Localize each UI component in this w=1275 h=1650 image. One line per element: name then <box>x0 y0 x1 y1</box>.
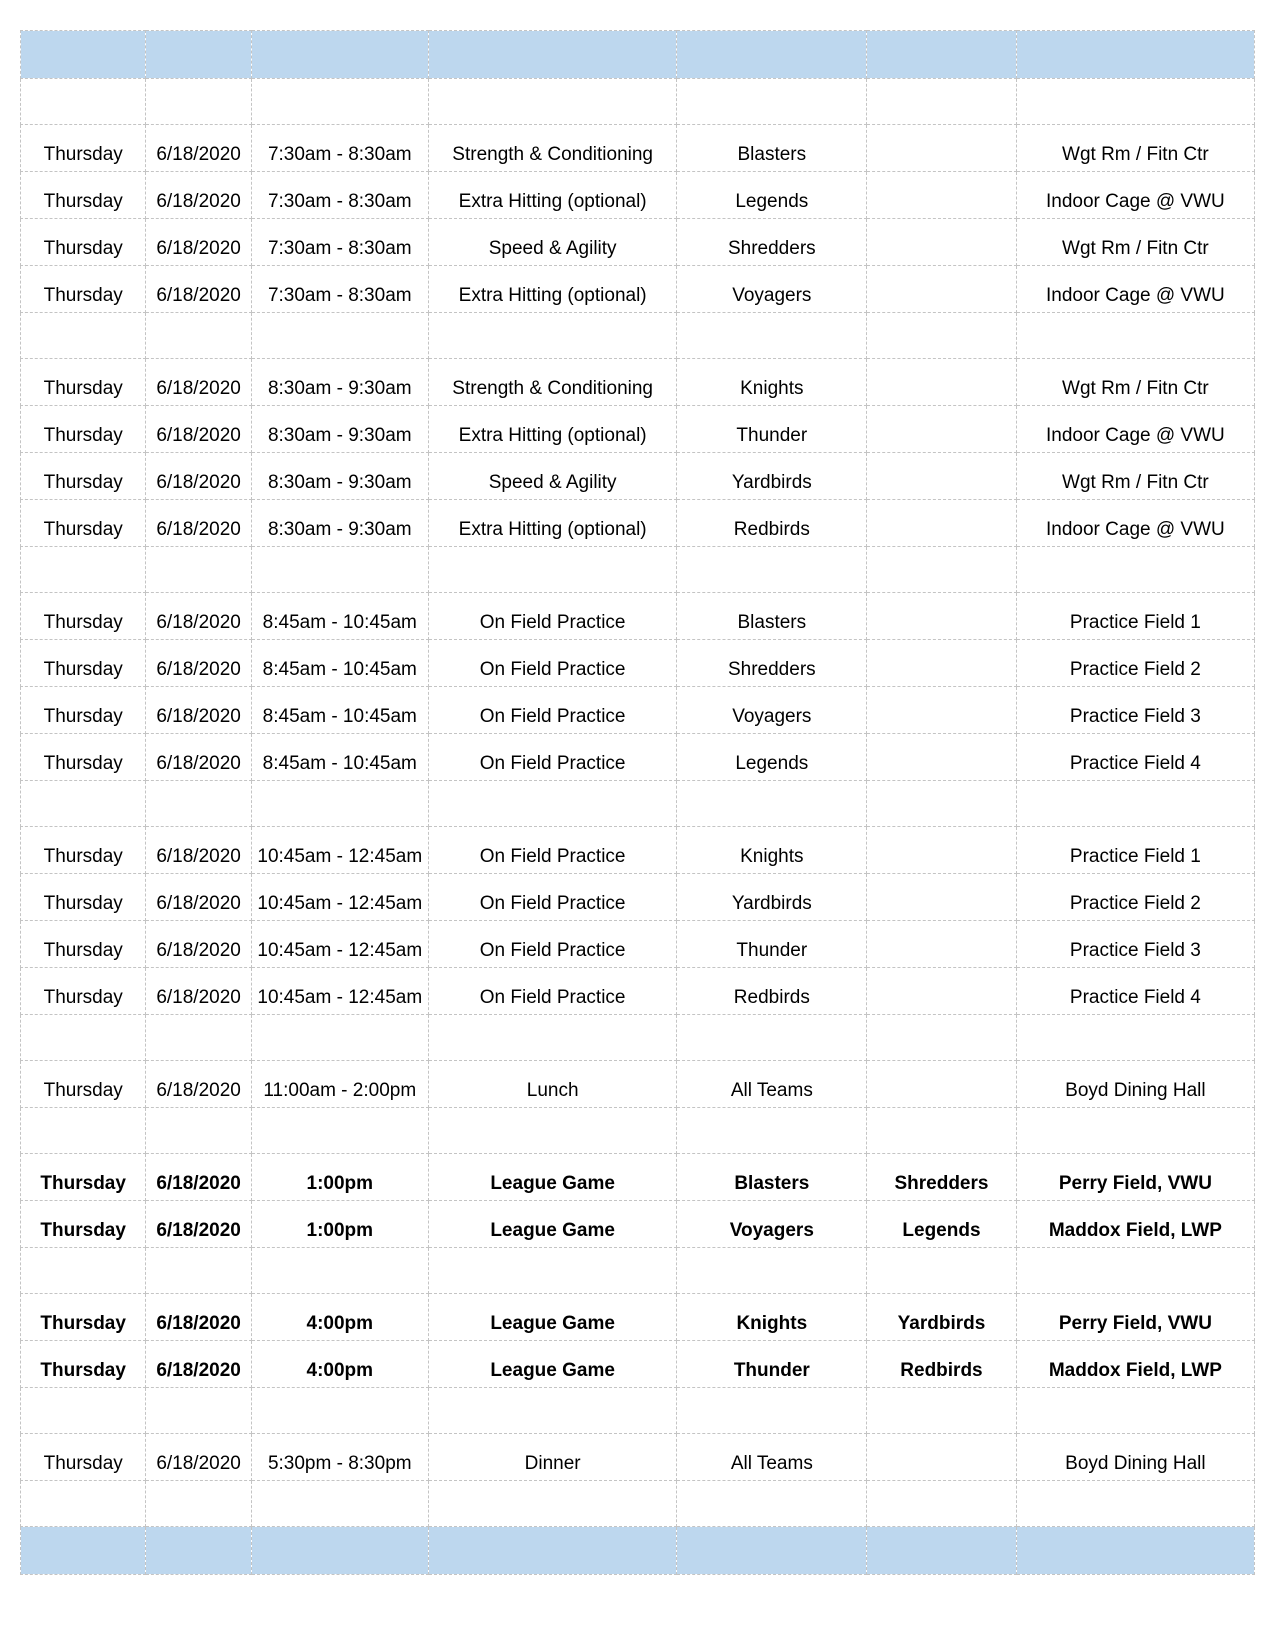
blank-cell <box>146 1015 251 1061</box>
blank-cell <box>146 1248 251 1294</box>
blank-cell <box>251 781 428 827</box>
blank-cell <box>867 1015 1017 1061</box>
schedule-row <box>21 500 1255 547</box>
cell-location: Maddox Field, LWP <box>1016 1201 1254 1248</box>
cell-date: 6/18/2020 <box>146 1061 251 1108</box>
blank-cell <box>677 547 867 593</box>
header-band-row <box>21 1527 1255 1575</box>
cell-location: Wgt Rm / Fitn Ctr <box>1016 359 1254 406</box>
cell-activity: League Game <box>428 1201 677 1248</box>
blank-cell <box>428 1248 677 1294</box>
cell-team: Shredders <box>677 640 867 687</box>
band-cell <box>146 1527 251 1575</box>
cell-location: Indoor Cage @ VWU <box>1016 406 1254 453</box>
blank-cell <box>251 1015 428 1061</box>
blank-cell <box>428 1015 677 1061</box>
cell-date: 6/18/2020 <box>146 172 251 219</box>
cell-day: Thursday <box>21 453 146 500</box>
cell-day: Thursday <box>21 921 146 968</box>
spacer-row <box>21 313 1255 359</box>
cell-time: 10:45am - 12:45am <box>251 968 428 1015</box>
cell-opponent <box>867 266 1017 313</box>
cell-team: Yardbirds <box>677 453 867 500</box>
blank-cell <box>677 1108 867 1154</box>
cell-team: Redbirds <box>677 500 867 547</box>
cell-team: Legends <box>677 734 867 781</box>
blank-cell <box>677 1015 867 1061</box>
blank-cell <box>1016 1388 1254 1434</box>
cell-opponent: Yardbirds <box>867 1294 1017 1341</box>
cell-day: Thursday <box>21 1341 146 1388</box>
schedule-body <box>21 31 1255 1575</box>
cell-date: 6/18/2020 <box>146 453 251 500</box>
cell-location: Perry Field, VWU <box>1016 1154 1254 1201</box>
blank-cell <box>146 1108 251 1154</box>
cell-team: Knights <box>677 359 867 406</box>
cell-team: Thunder <box>677 406 867 453</box>
blank-cell <box>677 79 867 125</box>
schedule-row <box>21 125 1255 172</box>
blank-cell <box>251 547 428 593</box>
cell-time: 4:00pm <box>251 1294 428 1341</box>
cell-activity: On Field Practice <box>428 874 677 921</box>
cell-opponent <box>867 640 1017 687</box>
cell-activity: Speed & Agility <box>428 453 677 500</box>
cell-day: Thursday <box>21 172 146 219</box>
cell-day: Thursday <box>21 593 146 640</box>
cell-date: 6/18/2020 <box>146 1201 251 1248</box>
cell-activity: Extra Hitting (optional) <box>428 406 677 453</box>
cell-day: Thursday <box>21 266 146 313</box>
schedule-row <box>21 640 1255 687</box>
blank-cell <box>677 1481 867 1527</box>
blank-cell <box>146 313 251 359</box>
blank-cell <box>428 1108 677 1154</box>
cell-location: Practice Field 2 <box>1016 640 1254 687</box>
band-cell <box>428 1527 677 1575</box>
cell-date: 6/18/2020 <box>146 219 251 266</box>
blank-cell <box>21 313 146 359</box>
cell-time: 5:30pm - 8:30pm <box>251 1434 428 1481</box>
cell-time: 8:30am - 9:30am <box>251 359 428 406</box>
spacer-row <box>21 1481 1255 1527</box>
cell-location: Perry Field, VWU <box>1016 1294 1254 1341</box>
blank-cell <box>21 1248 146 1294</box>
cell-time: 7:30am - 8:30am <box>251 219 428 266</box>
cell-date: 6/18/2020 <box>146 827 251 874</box>
blank-cell <box>867 1388 1017 1434</box>
cell-date: 6/18/2020 <box>146 359 251 406</box>
schedule-row <box>21 453 1255 500</box>
cell-activity: Strength & Conditioning <box>428 125 677 172</box>
cell-activity: Speed & Agility <box>428 219 677 266</box>
cell-activity: On Field Practice <box>428 827 677 874</box>
cell-date: 6/18/2020 <box>146 1434 251 1481</box>
cell-date: 6/18/2020 <box>146 734 251 781</box>
cell-time: 7:30am - 8:30am <box>251 172 428 219</box>
schedule-row <box>21 1154 1255 1201</box>
cell-time: 8:30am - 9:30am <box>251 406 428 453</box>
schedule-row <box>21 1341 1255 1388</box>
cell-activity: Extra Hitting (optional) <box>428 500 677 547</box>
cell-day: Thursday <box>21 359 146 406</box>
cell-time: 7:30am - 8:30am <box>251 125 428 172</box>
band-cell <box>251 31 428 79</box>
blank-cell <box>867 1248 1017 1294</box>
cell-team: Knights <box>677 1294 867 1341</box>
blank-cell <box>21 781 146 827</box>
schedule-row <box>21 968 1255 1015</box>
cell-team: Voyagers <box>677 1201 867 1248</box>
cell-time: 8:45am - 10:45am <box>251 734 428 781</box>
blank-cell <box>146 1388 251 1434</box>
blank-cell <box>867 781 1017 827</box>
band-cell <box>677 1527 867 1575</box>
cell-day: Thursday <box>21 406 146 453</box>
spacer-row <box>21 79 1255 125</box>
blank-cell <box>1016 1481 1254 1527</box>
blank-cell <box>1016 313 1254 359</box>
cell-location: Boyd Dining Hall <box>1016 1434 1254 1481</box>
cell-opponent <box>867 874 1017 921</box>
cell-day: Thursday <box>21 640 146 687</box>
blank-cell <box>867 1481 1017 1527</box>
cell-location: Practice Field 4 <box>1016 968 1254 1015</box>
cell-team: Legends <box>677 172 867 219</box>
cell-day: Thursday <box>21 219 146 266</box>
cell-team: Shredders <box>677 219 867 266</box>
band-cell <box>21 31 146 79</box>
band-cell <box>21 1527 146 1575</box>
cell-time: 1:00pm <box>251 1154 428 1201</box>
blank-cell <box>1016 1108 1254 1154</box>
schedule-row <box>21 406 1255 453</box>
cell-team: All Teams <box>677 1434 867 1481</box>
cell-activity: On Field Practice <box>428 734 677 781</box>
blank-cell <box>251 1388 428 1434</box>
band-cell <box>677 31 867 79</box>
cell-activity: Extra Hitting (optional) <box>428 172 677 219</box>
cell-location: Practice Field 1 <box>1016 827 1254 874</box>
cell-opponent <box>867 1434 1017 1481</box>
blank-cell <box>21 79 146 125</box>
schedule-row <box>21 1294 1255 1341</box>
blank-cell <box>251 1248 428 1294</box>
cell-location: Indoor Cage @ VWU <box>1016 172 1254 219</box>
cell-date: 6/18/2020 <box>146 968 251 1015</box>
cell-opponent <box>867 687 1017 734</box>
schedule-row <box>21 1201 1255 1248</box>
blank-cell <box>428 547 677 593</box>
cell-day: Thursday <box>21 500 146 547</box>
cell-opponent <box>867 593 1017 640</box>
cell-opponent <box>867 734 1017 781</box>
cell-day: Thursday <box>21 1434 146 1481</box>
band-cell <box>146 31 251 79</box>
cell-opponent <box>867 172 1017 219</box>
cell-opponent <box>867 125 1017 172</box>
schedule-row <box>21 593 1255 640</box>
blank-cell <box>428 781 677 827</box>
blank-cell <box>677 781 867 827</box>
cell-team: Voyagers <box>677 266 867 313</box>
spacer-row <box>21 1015 1255 1061</box>
cell-team: Blasters <box>677 1154 867 1201</box>
cell-team: Voyagers <box>677 687 867 734</box>
blank-cell <box>428 1481 677 1527</box>
cell-activity: Strength & Conditioning <box>428 359 677 406</box>
cell-date: 6/18/2020 <box>146 266 251 313</box>
cell-date: 6/18/2020 <box>146 640 251 687</box>
cell-activity: League Game <box>428 1294 677 1341</box>
cell-activity: League Game <box>428 1341 677 1388</box>
cell-activity: Lunch <box>428 1061 677 1108</box>
blank-cell <box>1016 781 1254 827</box>
blank-cell <box>867 313 1017 359</box>
blank-cell <box>251 1481 428 1527</box>
cell-time: 8:30am - 9:30am <box>251 500 428 547</box>
cell-day: Thursday <box>21 874 146 921</box>
cell-team: Knights <box>677 827 867 874</box>
schedule-row <box>21 827 1255 874</box>
cell-team: All Teams <box>677 1061 867 1108</box>
band-cell <box>867 31 1017 79</box>
cell-day: Thursday <box>21 734 146 781</box>
cell-team: Thunder <box>677 921 867 968</box>
cell-team: Blasters <box>677 125 867 172</box>
cell-opponent: Legends <box>867 1201 1017 1248</box>
blank-cell <box>428 313 677 359</box>
cell-day: Thursday <box>21 968 146 1015</box>
cell-activity: On Field Practice <box>428 921 677 968</box>
schedule-row <box>21 687 1255 734</box>
schedule-row <box>21 1061 1255 1108</box>
schedule-row <box>21 172 1255 219</box>
cell-opponent <box>867 827 1017 874</box>
cell-date: 6/18/2020 <box>146 406 251 453</box>
cell-location: Practice Field 3 <box>1016 687 1254 734</box>
cell-location: Practice Field 1 <box>1016 593 1254 640</box>
cell-location: Indoor Cage @ VWU <box>1016 500 1254 547</box>
cell-opponent <box>867 921 1017 968</box>
cell-time: 4:00pm <box>251 1341 428 1388</box>
cell-location: Practice Field 2 <box>1016 874 1254 921</box>
blank-cell <box>146 1481 251 1527</box>
spacer-row <box>21 781 1255 827</box>
cell-opponent <box>867 453 1017 500</box>
blank-cell <box>251 1108 428 1154</box>
cell-day: Thursday <box>21 125 146 172</box>
cell-activity: On Field Practice <box>428 640 677 687</box>
cell-team: Blasters <box>677 593 867 640</box>
blank-cell <box>867 547 1017 593</box>
cell-time: 8:45am - 10:45am <box>251 593 428 640</box>
cell-activity: On Field Practice <box>428 593 677 640</box>
cell-activity: On Field Practice <box>428 687 677 734</box>
blank-cell <box>146 781 251 827</box>
cell-date: 6/18/2020 <box>146 500 251 547</box>
cell-team: Redbirds <box>677 968 867 1015</box>
blank-cell <box>21 1108 146 1154</box>
blank-cell <box>146 547 251 593</box>
cell-opponent <box>867 1061 1017 1108</box>
cell-time: 10:45am - 12:45am <box>251 921 428 968</box>
schedule-row <box>21 921 1255 968</box>
cell-date: 6/18/2020 <box>146 1341 251 1388</box>
blank-cell <box>21 1388 146 1434</box>
cell-date: 6/18/2020 <box>146 687 251 734</box>
schedule-row <box>21 1434 1255 1481</box>
cell-time: 8:30am - 9:30am <box>251 453 428 500</box>
cell-location: Maddox Field, LWP <box>1016 1341 1254 1388</box>
cell-location: Wgt Rm / Fitn Ctr <box>1016 125 1254 172</box>
cell-activity: Extra Hitting (optional) <box>428 266 677 313</box>
blank-cell <box>867 1108 1017 1154</box>
cell-date: 6/18/2020 <box>146 1294 251 1341</box>
spacer-row <box>21 1108 1255 1154</box>
spacer-row <box>21 1388 1255 1434</box>
blank-cell <box>1016 547 1254 593</box>
cell-time: 11:00am - 2:00pm <box>251 1061 428 1108</box>
blank-cell <box>21 547 146 593</box>
schedule-row <box>21 219 1255 266</box>
cell-location: Indoor Cage @ VWU <box>1016 266 1254 313</box>
cell-date: 6/18/2020 <box>146 921 251 968</box>
cell-opponent: Redbirds <box>867 1341 1017 1388</box>
cell-date: 6/18/2020 <box>146 874 251 921</box>
cell-location: Boyd Dining Hall <box>1016 1061 1254 1108</box>
blank-cell <box>1016 1248 1254 1294</box>
cell-date: 6/18/2020 <box>146 1154 251 1201</box>
blank-cell <box>251 79 428 125</box>
spacer-row <box>21 547 1255 593</box>
cell-location: Practice Field 4 <box>1016 734 1254 781</box>
blank-cell <box>146 79 251 125</box>
cell-opponent <box>867 406 1017 453</box>
cell-day: Thursday <box>21 1294 146 1341</box>
blank-cell <box>1016 79 1254 125</box>
blank-cell <box>867 79 1017 125</box>
blank-cell <box>428 1388 677 1434</box>
blank-cell <box>1016 1015 1254 1061</box>
blank-cell <box>677 313 867 359</box>
cell-location: Practice Field 3 <box>1016 921 1254 968</box>
band-cell <box>1016 1527 1254 1575</box>
schedule-row <box>21 734 1255 781</box>
cell-activity: On Field Practice <box>428 968 677 1015</box>
cell-date: 6/18/2020 <box>146 593 251 640</box>
band-cell <box>428 31 677 79</box>
blank-cell <box>428 79 677 125</box>
cell-day: Thursday <box>21 827 146 874</box>
header-band-row <box>21 31 1255 79</box>
cell-opponent <box>867 500 1017 547</box>
cell-date: 6/18/2020 <box>146 125 251 172</box>
cell-day: Thursday <box>21 1061 146 1108</box>
cell-time: 7:30am - 8:30am <box>251 266 428 313</box>
blank-cell <box>677 1248 867 1294</box>
spacer-row <box>21 1248 1255 1294</box>
cell-time: 8:45am - 10:45am <box>251 687 428 734</box>
cell-day: Thursday <box>21 687 146 734</box>
cell-opponent: Shredders <box>867 1154 1017 1201</box>
cell-activity: League Game <box>428 1154 677 1201</box>
blank-cell <box>21 1015 146 1061</box>
blank-cell <box>251 313 428 359</box>
band-cell <box>251 1527 428 1575</box>
schedule-row <box>21 359 1255 406</box>
cell-time: 1:00pm <box>251 1201 428 1248</box>
schedule-row <box>21 266 1255 313</box>
cell-time: 10:45am - 12:45am <box>251 827 428 874</box>
band-cell <box>1016 31 1254 79</box>
cell-team: Thunder <box>677 1341 867 1388</box>
cell-time: 10:45am - 12:45am <box>251 874 428 921</box>
cell-team: Yardbirds <box>677 874 867 921</box>
cell-opponent <box>867 968 1017 1015</box>
cell-activity: Dinner <box>428 1434 677 1481</box>
cell-day: Thursday <box>21 1154 146 1201</box>
schedule-row <box>21 874 1255 921</box>
cell-location: Wgt Rm / Fitn Ctr <box>1016 453 1254 500</box>
cell-opponent <box>867 219 1017 266</box>
cell-day: Thursday <box>21 1201 146 1248</box>
blank-cell <box>677 1388 867 1434</box>
cell-opponent <box>867 359 1017 406</box>
cell-time: 8:45am - 10:45am <box>251 640 428 687</box>
cell-location: Wgt Rm / Fitn Ctr <box>1016 219 1254 266</box>
schedule-table <box>20 30 1255 1575</box>
blank-cell <box>21 1481 146 1527</box>
band-cell <box>867 1527 1017 1575</box>
